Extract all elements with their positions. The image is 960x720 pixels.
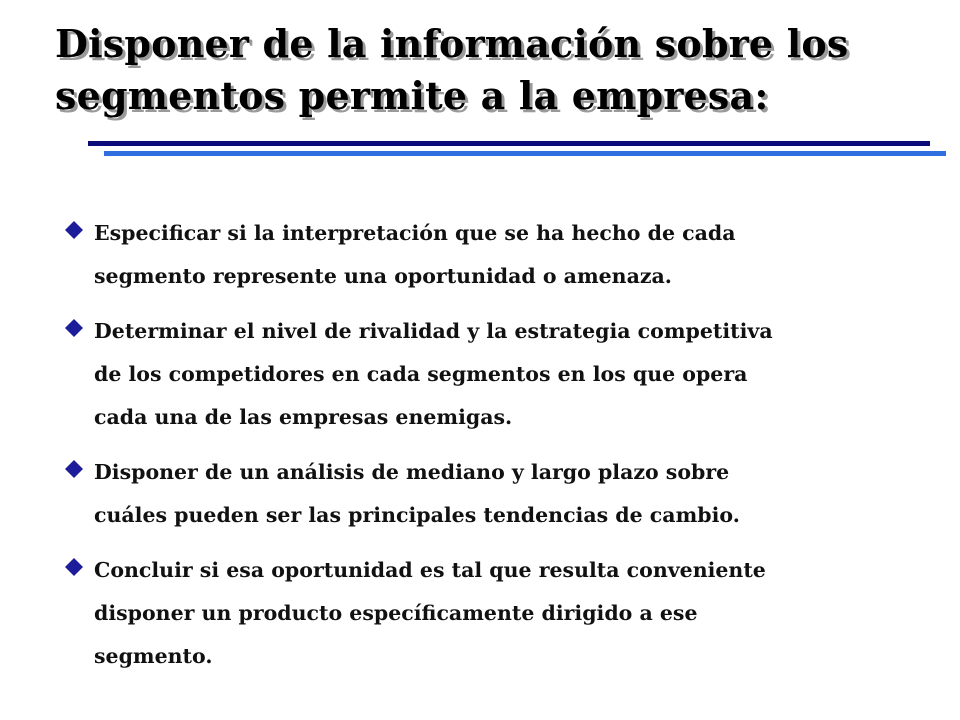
slide-title-line-2: segmentos permite a la empresa: <box>55 73 769 118</box>
diamond-icon <box>64 459 84 479</box>
bullet-text <box>94 549 894 678</box>
bullet-line: segmento. <box>94 644 213 668</box>
bullet-item-2 <box>64 310 894 439</box>
bullet-line: Determinar el nivel de rivalidad y la estrategia competitiva <box>94 319 773 343</box>
bullet-line: Concluir si esa oportunidad es tal que resulta conveniente <box>94 558 766 582</box>
bullet-item-4 <box>64 549 894 678</box>
bullet-line: de los competidores en cada segmentos en los que opera <box>94 362 748 386</box>
title-underline-dark <box>88 141 930 146</box>
bullet-list <box>64 212 894 690</box>
bullet-item-1 <box>64 212 894 298</box>
slide-title-line-1: Disponer de la información sobre los <box>55 21 849 66</box>
diamond-icon <box>64 318 84 338</box>
diamond-icon <box>64 220 84 240</box>
bullet-line: cuáles pueden ser las principales tendencias de cambio. <box>94 503 740 527</box>
title-underline-light <box>104 151 946 156</box>
bullet-text <box>94 212 894 298</box>
bullet-line: Disponer de un análisis de mediano y largo plazo sobre <box>94 460 730 484</box>
bullet-text <box>94 310 894 439</box>
bullet-line: Especificar si la interpretación que se ha hecho de cada <box>94 221 736 245</box>
bullet-line: cada una de las empresas enemigas. <box>94 405 513 429</box>
bullet-line: disponer un producto específicamente dirigido a ese <box>94 601 698 625</box>
bullet-item-3 <box>64 451 894 537</box>
bullet-line: segmento represente una oportunidad o amenaza. <box>94 264 672 288</box>
diamond-icon <box>64 557 84 577</box>
bullet-text <box>94 451 894 537</box>
slide-title <box>55 18 935 122</box>
